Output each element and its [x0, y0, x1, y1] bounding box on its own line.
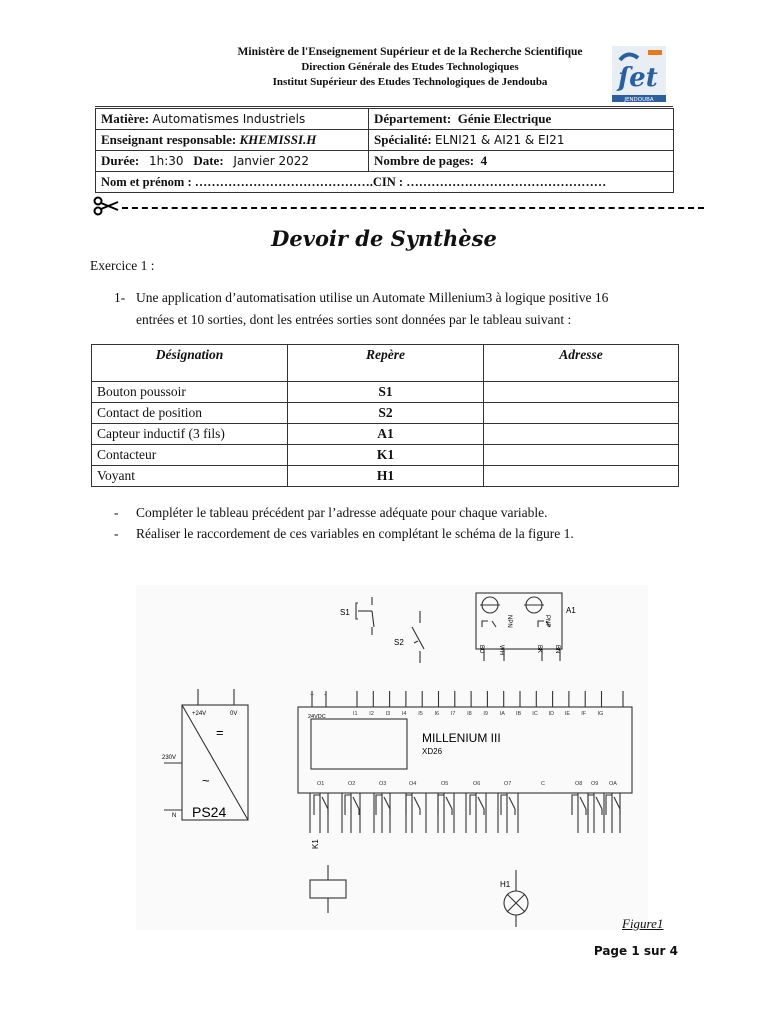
plc-supply-sign: + [310, 692, 315, 699]
cell-repere: S2 [288, 403, 484, 424]
duree-label: Durée: [101, 153, 140, 168]
iset-logo [612, 46, 666, 102]
header-designation: Désignation [92, 345, 288, 382]
cell-adresse[interactable] [484, 382, 679, 403]
plc-input-label: IF [581, 711, 587, 717]
plc-name: MILLENIUM III [422, 731, 501, 745]
plc-input-label: I8 [467, 711, 472, 717]
matiere-label: Matière: [101, 111, 150, 126]
plc-input-label: I1 [353, 711, 358, 717]
cut-line [122, 207, 704, 209]
table-row [92, 424, 679, 445]
cell-designation: Contact de position [92, 403, 288, 424]
pages-label: Nombre de pages: [374, 153, 475, 168]
ps-n: N [172, 813, 177, 819]
plc-model: XD26 [422, 747, 443, 756]
plc-output-label: OA [609, 781, 617, 787]
pin-bn: BN [554, 645, 560, 654]
cell-designation: Contacteur [92, 445, 288, 466]
plc-input-label: I5 [418, 711, 423, 717]
table-row [92, 445, 679, 466]
plc-output-label: O6 [473, 781, 481, 787]
cell-repere: H1 [288, 466, 484, 487]
plc-input-label: IE [564, 711, 571, 717]
plc-input-label: ID [548, 711, 555, 717]
specialite-value: ELNI21 & AI21 & EI21 [435, 133, 565, 147]
specialite-label: Spécialité: [374, 132, 432, 147]
a1-label: A1 [566, 606, 576, 615]
nom-field[interactable]: …………………………………….CIN : [194, 174, 404, 189]
question-number: 1- [114, 290, 126, 305]
pin-wh: WH [498, 645, 504, 655]
exercise-label: Exercice 1 : [90, 258, 155, 273]
table-header-row [92, 345, 679, 382]
plc-output-label: O3 [379, 781, 387, 787]
header-adresse: Adresse [484, 345, 679, 382]
task-bullet: - [114, 526, 119, 541]
plc-output-label: O4 [409, 781, 417, 787]
s1-label: S1 [340, 608, 350, 617]
cell-designation: Voyant [92, 466, 288, 487]
plc-output-label: C [541, 781, 545, 787]
pages-value: 4 [480, 153, 488, 168]
cell-adresse[interactable] [484, 466, 679, 487]
ps-0v: 0V [230, 711, 238, 717]
plc-supply: 24VDC [308, 714, 326, 720]
header-repere: Repère [288, 345, 484, 382]
plc-input-label: I7 [450, 711, 456, 717]
plc-output-label: O9 [591, 781, 599, 787]
header-institute: Institut Supérieur des Etudes Technologiques de Jendouba [272, 76, 548, 88]
plc-input-label: I2 [369, 711, 374, 717]
svg-text:ſet: ſet [618, 63, 658, 93]
s2-label: S2 [394, 638, 404, 647]
enseignant-value: KHEMISSI.H [239, 132, 317, 147]
page-number: Page 1 sur 4 [593, 944, 678, 958]
cell-designation: Bouton poussoir [92, 382, 288, 403]
plc-input-label: I4 [401, 711, 407, 717]
ps-plus24v: +24V [192, 711, 207, 717]
task-1: Compléter le tableau précédent par l’adresse adéquate pour chaque variable. [136, 505, 548, 520]
info-table [95, 108, 674, 193]
task-2: Réaliser le raccordement de ces variables en complétant le schéma de la figure 1. [136, 526, 574, 541]
variables-table [91, 344, 679, 487]
plc-input-label: I6 [434, 711, 440, 717]
cell-repere: A1 [288, 424, 484, 445]
h1-label: H1 [500, 880, 511, 889]
plc-output-label: O7 [504, 781, 512, 787]
table-row [92, 403, 679, 424]
page-title: Devoir de Synthèse [271, 226, 497, 251]
departement-label: Département: [374, 111, 452, 126]
cell-designation: Capteur inductif (3 fils) [92, 424, 288, 445]
ps-230v: 230V [162, 755, 177, 761]
header-ministry: Ministère de l'Enseignement Supérieur et de la Recherche Scientifique [237, 46, 583, 58]
cell-adresse[interactable] [484, 403, 679, 424]
ps-ac-symbol: ~ [202, 773, 210, 788]
table-row [92, 466, 679, 487]
duree-value: 1h:30 [149, 154, 184, 168]
date-value: Janvier 2022 [233, 154, 310, 168]
ps-name: PS24 [192, 804, 227, 820]
plc-input-label: IC [532, 711, 538, 717]
question-line-2: entrées et 10 sorties, dont les entrées sorties sont données par le tableau suivant : [136, 312, 572, 327]
cin-field[interactable]: ………………………………………… [406, 174, 607, 189]
plc-input-label: IB [516, 711, 522, 717]
scissors-icon [93, 196, 119, 221]
plc-input-label: IG [597, 711, 604, 717]
question-line-1: Une application d’automatisation utilise un Automate Millenium3 à logique positive 16 [136, 290, 609, 305]
table-row [92, 382, 679, 403]
logo-text: JENDOUBA [624, 97, 654, 102]
cell-repere: S1 [288, 382, 484, 403]
header-rule [95, 106, 673, 107]
enseignant-label: Enseignant responsable: [101, 132, 237, 147]
plc-output-label: O8 [575, 781, 583, 787]
plc-input-label: I3 [385, 711, 391, 717]
cell-repere: K1 [288, 445, 484, 466]
pin-bu: BU [478, 645, 484, 654]
cell-adresse[interactable] [484, 424, 679, 445]
npn-label: NPN [506, 615, 512, 628]
plc-output-label: O2 [348, 781, 356, 787]
date-label: Date: [193, 153, 224, 168]
matiere-value: Automatismes Industriels [152, 112, 306, 126]
pnp-label: PNP [544, 615, 550, 628]
ps-dc-symbol: = [216, 725, 224, 740]
figure-caption: Figure1 [622, 916, 664, 931]
plc-output-label: O5 [441, 781, 449, 787]
pin-bk: BK [536, 645, 542, 654]
wiring-figure [136, 585, 648, 930]
plc-input-label: IA [499, 711, 505, 717]
cell-adresse[interactable] [484, 445, 679, 466]
nom-label: Nom et prénom : [101, 174, 192, 189]
header-direction: Direction Générale des Etudes Technologiques [301, 61, 519, 73]
task-bullet: - [114, 505, 119, 520]
plc-input-label: I9 [483, 711, 488, 717]
plc-supply-sign: - [324, 692, 327, 699]
departement-value: Génie Electrique [457, 111, 552, 126]
k1-label: K1 [311, 839, 320, 849]
plc-output-label: O1 [317, 781, 325, 787]
